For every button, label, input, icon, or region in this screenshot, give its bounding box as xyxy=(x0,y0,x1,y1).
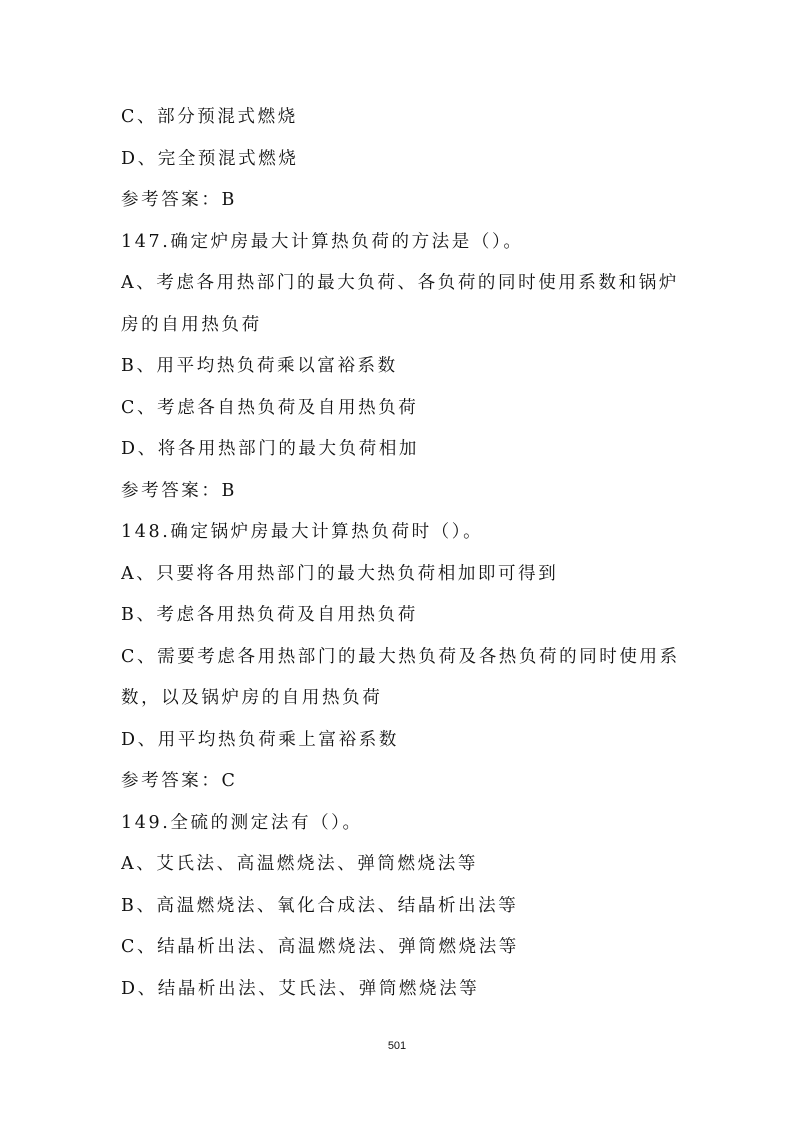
option-a-continuation-line: 房的自用热负荷 xyxy=(121,314,262,335)
option-c-continuation-line: 数，以及锅炉房的自用热负荷 xyxy=(121,688,383,708)
option-c-line: C、考虑各自热负荷及自用热负荷 xyxy=(121,397,419,418)
option-c-line: C、部分预混式燃烧 xyxy=(121,107,298,127)
answer-line: 参考答案：B xyxy=(121,190,237,210)
option-b-line: B、考虑各用热负荷及自用热负荷 xyxy=(121,605,418,625)
option-d-line: D、结晶析出法、艾氏法、弹筒燃烧法等 xyxy=(121,978,480,999)
answer-line: 参考答案：C xyxy=(121,771,238,791)
answer-line: 参考答案：B xyxy=(121,480,237,501)
option-d-line: D、将各用热部门的最大负荷相加 xyxy=(121,439,420,459)
option-a-line: A、只要将各用热部门的最大热负荷相加即可得到 xyxy=(121,563,559,584)
option-d-line: D、用平均热负荷乘上富裕系数 xyxy=(121,729,399,750)
question-147-line: 147.确定炉房最大计算热负荷的方法是（）。 xyxy=(121,231,524,252)
page-number: 501 xyxy=(387,1040,407,1052)
option-a-line: A、艾氏法、高温燃烧法、弹筒燃烧法等 xyxy=(121,854,478,874)
question-text-body xyxy=(121,101,681,1014)
option-b-line: B、用平均热负荷乘以富裕系数 xyxy=(121,356,398,376)
option-b-line: B、高温燃烧法、氧化合成法、结晶析出法等 xyxy=(121,895,519,916)
option-c-line: C、需要考虑各用热部门的最大热负荷及各热负荷的同时使用系 xyxy=(121,646,680,667)
option-d-line: D、完全预混式燃烧 xyxy=(121,148,299,169)
question-149-line: 149.全硫的测定法有（）。 xyxy=(121,812,363,833)
question-148-line: 148.确定锅炉房最大计算热负荷时（）。 xyxy=(121,522,484,542)
option-a-line: A、考虑各用热部门的最大负荷、各负荷的同时使用系数和锅炉 xyxy=(121,273,679,293)
option-c-line: C、结晶析出法、高温燃烧法、弹筒燃烧法等 xyxy=(121,937,519,957)
